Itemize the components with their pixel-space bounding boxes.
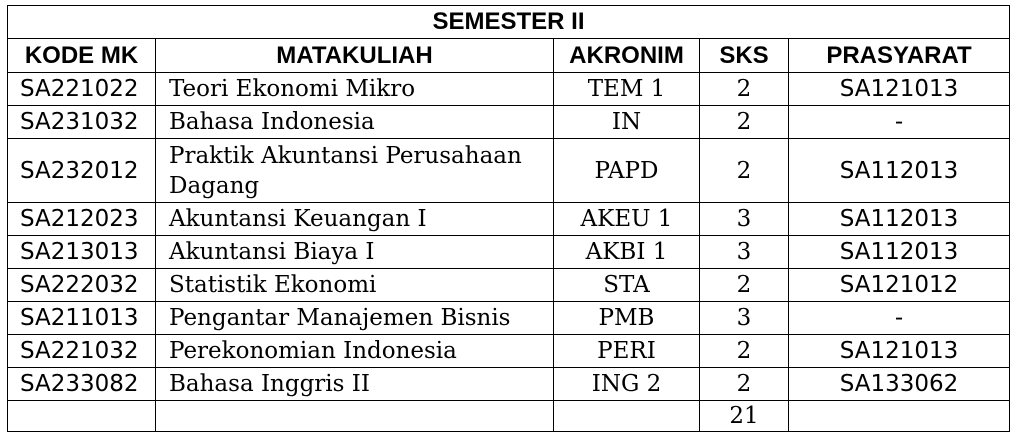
cell-kode: SA213013 <box>8 236 156 269</box>
table-row <box>8 269 1010 302</box>
cell-sks: 3 <box>700 236 789 269</box>
cell-prasyarat: - <box>789 106 1010 139</box>
table-row <box>8 302 1010 335</box>
semester-table <box>7 5 1010 432</box>
cell-kode: SA222032 <box>8 269 156 302</box>
cell-matakuliah: Praktik Akuntansi Perusahaan Dagang <box>156 139 554 203</box>
cell-akronim: AKBI 1 <box>554 236 700 269</box>
cell-matakuliah: Perekonomian Indonesia <box>156 335 554 368</box>
total-row <box>8 401 1010 432</box>
cell-prasyarat: SA112013 <box>789 139 1010 203</box>
cell-sks: 2 <box>700 269 789 302</box>
total-empty-kode <box>8 401 156 432</box>
cell-matakuliah: Statistik Ekonomi <box>156 269 554 302</box>
cell-kode: SA231032 <box>8 106 156 139</box>
table-row <box>8 203 1010 236</box>
cell-kode: SA212023 <box>8 203 156 236</box>
total-empty-prasyarat <box>789 401 1010 432</box>
title-row <box>8 6 1010 39</box>
cell-matakuliah: Pengantar Manajemen Bisnis <box>156 302 554 335</box>
cell-sks: 2 <box>700 106 789 139</box>
header-kode: KODE MK <box>8 39 156 73</box>
cell-sks: 3 <box>700 302 789 335</box>
cell-matakuliah: Akuntansi Keuangan I <box>156 203 554 236</box>
cell-sks: 2 <box>700 335 789 368</box>
header-matakuliah: MATAKULIAH <box>156 39 554 73</box>
cell-prasyarat: SA121012 <box>789 269 1010 302</box>
header-akronim: AKRONIM <box>554 39 700 73</box>
header-prasyarat: PRASYARAT <box>789 39 1010 73</box>
cell-akronim: AKEU 1 <box>554 203 700 236</box>
cell-matakuliah: Bahasa Indonesia <box>156 106 554 139</box>
cell-prasyarat: SA133062 <box>789 368 1010 401</box>
cell-akronim: STA <box>554 269 700 302</box>
cell-prasyarat: SA121013 <box>789 73 1010 106</box>
cell-matakuliah: Teori Ekonomi Mikro <box>156 73 554 106</box>
cell-kode: SA232012 <box>8 139 156 203</box>
total-sks: 21 <box>700 401 789 432</box>
cell-akronim: TEM 1 <box>554 73 700 106</box>
cell-prasyarat: SA112013 <box>789 236 1010 269</box>
cell-prasyarat: - <box>789 302 1010 335</box>
total-empty-matakuliah <box>156 401 554 432</box>
header-row <box>8 39 1010 73</box>
header-sks: SKS <box>700 39 789 73</box>
cell-matakuliah: Bahasa Inggris II <box>156 368 554 401</box>
cell-akronim: PAPD <box>554 139 700 203</box>
cell-kode: SA211013 <box>8 302 156 335</box>
semester-table-wrapper <box>7 5 1010 432</box>
cell-akronim: PERI <box>554 335 700 368</box>
table-row <box>8 139 1010 203</box>
cell-sks: 3 <box>700 203 789 236</box>
cell-kode: SA221022 <box>8 73 156 106</box>
cell-akronim: IN <box>554 106 700 139</box>
table-row <box>8 106 1010 139</box>
cell-sks: 2 <box>700 73 789 106</box>
cell-akronim: ING 2 <box>554 368 700 401</box>
semester-title: SEMESTER II <box>8 6 1010 39</box>
cell-matakuliah: Akuntansi Biaya I <box>156 236 554 269</box>
cell-sks: 2 <box>700 368 789 401</box>
table-row <box>8 73 1010 106</box>
cell-prasyarat: SA121013 <box>789 335 1010 368</box>
total-empty-akronim <box>554 401 700 432</box>
cell-sks: 2 <box>700 139 789 203</box>
table-row <box>8 335 1010 368</box>
table-row <box>8 368 1010 401</box>
cell-kode: SA221032 <box>8 335 156 368</box>
cell-akronim: PMB <box>554 302 700 335</box>
cell-prasyarat: SA112013 <box>789 203 1010 236</box>
table-row <box>8 236 1010 269</box>
cell-kode: SA233082 <box>8 368 156 401</box>
